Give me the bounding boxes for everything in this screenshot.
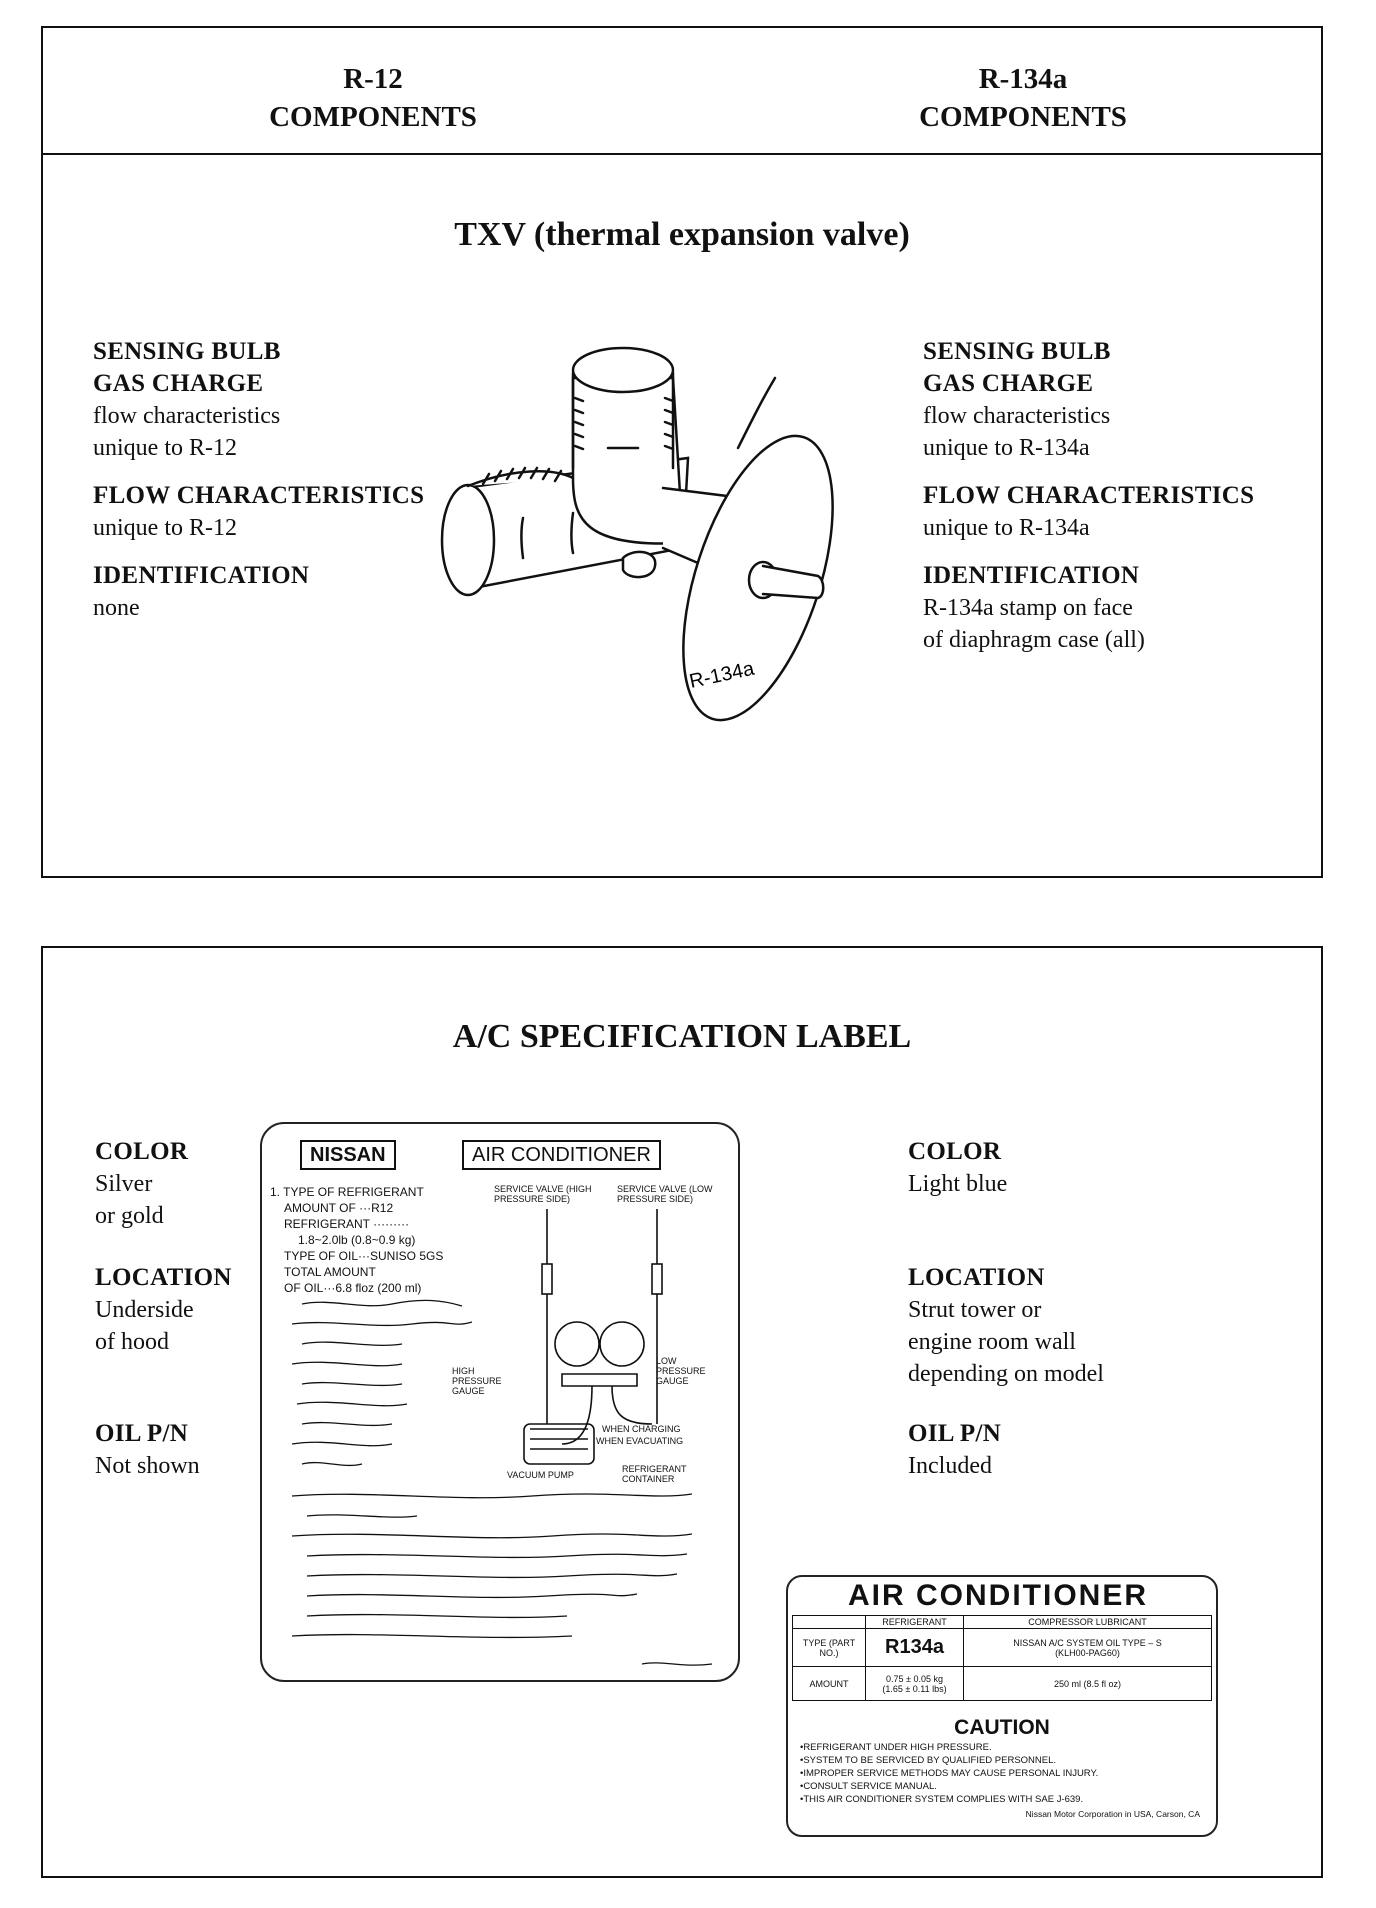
identification-text: of diaphragm case (all) — [923, 627, 1145, 653]
location-heading: LOCATION — [95, 1264, 232, 1291]
flow-heading: FLOW CHARACTERISTICS — [923, 482, 1255, 509]
slide-title: TXV (thermal expansion valve) — [454, 216, 910, 253]
color-text: or gold — [95, 1203, 164, 1229]
caution-line: •REFRIGERANT UNDER HIGH PRESSURE. — [800, 1742, 992, 1753]
slide-title: A/C SPECIFICATION LABEL — [452, 1018, 912, 1055]
caution-title: CAUTION — [954, 1716, 1050, 1739]
valve-stamp-text: R-134a — [687, 657, 757, 693]
sensing-text: unique to R-12 — [93, 435, 237, 461]
info-line: 1. TYPE OF REFRIGERANT — [270, 1185, 424, 1199]
caution-list — [800, 1741, 1098, 1806]
handwritten-notes — [292, 1300, 712, 1665]
oil-pn-text: Not shown — [95, 1453, 200, 1479]
charging-caption: WHEN CHARGING — [602, 1424, 681, 1434]
col-refrigerant: REFRIGERANT — [866, 1616, 964, 1629]
vacuum-pump-caption: VACUUM PUMP — [507, 1470, 574, 1480]
location-text: Underside — [95, 1297, 194, 1323]
sensing-text: flow characteristics — [93, 403, 281, 429]
location-text: of hood — [95, 1329, 169, 1355]
label-title: AIR CONDITIONER — [462, 1140, 661, 1170]
color-text: Silver — [95, 1171, 153, 1197]
sensing-heading: SENSING BULB — [93, 338, 281, 365]
r12-header-line2: COMPONENTS — [269, 101, 477, 133]
location-text: engine room wall — [908, 1329, 1076, 1355]
identification-text: R-134a stamp on face — [923, 595, 1133, 621]
info-line: OF OIL···6.8 floz (200 ml) — [284, 1281, 422, 1295]
sensing-text: unique to R-134a — [923, 435, 1090, 461]
evacuating-caption: WHEN EVACUATING — [596, 1436, 684, 1446]
color-heading: COLOR — [908, 1138, 1002, 1165]
r134a-spec-label — [786, 1575, 1218, 1837]
color-text: Light blue — [908, 1171, 1008, 1197]
gauge-manifold-diagram — [262, 1124, 738, 1680]
r12-spec-label — [260, 1122, 740, 1682]
high-gauge-caption: HIGH PRESSURE GAUGE — [452, 1366, 502, 1396]
info-line: TOTAL AMOUNT — [284, 1265, 376, 1279]
flow-text: unique to R-12 — [93, 515, 237, 541]
col-lubricant: COMPRESSOR LUBRICANT — [964, 1616, 1212, 1629]
flow-text: unique to R-134a — [923, 515, 1090, 541]
oil-amount: 250 ml (8.5 fl oz) — [964, 1667, 1212, 1701]
label-footer: Nissan Motor Corporation in USA, Carson, CA — [1025, 1809, 1200, 1819]
service-high-caption: SERVICE VALVE (HIGH PRESSURE SIDE) — [494, 1184, 592, 1204]
r12-header — [163, 60, 583, 136]
container-caption: REFRIGERANT CONTAINER — [622, 1464, 687, 1484]
info-line: REFRIGERANT ········· — [284, 1217, 410, 1231]
r134a-header-line1: R-134a — [978, 63, 1068, 95]
type-value: R134a — [866, 1629, 964, 1667]
r12-details — [93, 336, 424, 624]
flow-heading: FLOW CHARACTERISTICS — [93, 482, 425, 509]
caution-line: •THIS AIR CONDITIONER SYSTEM COMPLIES WITH SAE J-639. — [800, 1794, 1084, 1805]
sensing-text: flow characteristics — [923, 403, 1111, 429]
amount-value: 0.75 ± 0.05 kg — [886, 1673, 943, 1684]
txv-slide — [41, 26, 1323, 878]
row-type: TYPE (PART NO.) — [793, 1629, 866, 1667]
location-text: depending on model — [908, 1361, 1104, 1387]
identification-text: none — [93, 595, 140, 621]
caution-line: •SYSTEM TO BE SERVICED BY QUALIFIED PERSONNEL. — [800, 1755, 1057, 1766]
r134a-header-line2: COMPONENTS — [919, 101, 1127, 133]
sensing-heading: SENSING BULB — [923, 338, 1111, 365]
label-title: AIR CONDITIONER — [848, 1579, 1148, 1612]
r134a-label-details — [908, 1136, 1104, 1482]
info-line: TYPE OF OIL···SUNISO 5GS — [284, 1249, 444, 1263]
caution-line: •IMPROPER SERVICE METHODS MAY CAUSE PERSONAL INJURY. — [800, 1768, 1099, 1779]
location-heading: LOCATION — [908, 1264, 1045, 1291]
caution-line: •CONSULT SERVICE MANUAL. — [800, 1781, 937, 1792]
r134a-header — [813, 60, 1233, 136]
location-text: Strut tower or — [908, 1297, 1042, 1323]
info-line: AMOUNT OF ···R12 — [284, 1201, 394, 1215]
identification-heading: IDENTIFICATION — [93, 562, 310, 589]
identification-heading: IDENTIFICATION — [923, 562, 1140, 589]
gas-charge-heading: GAS CHARGE — [93, 370, 264, 397]
low-gauge-caption: LOW PRESSURE GAUGE — [656, 1356, 706, 1386]
color-heading: COLOR — [95, 1138, 189, 1165]
slide-header — [43, 28, 1321, 155]
oil-pn-heading: OIL P/N — [95, 1420, 189, 1447]
r12-label-details — [95, 1136, 232, 1482]
r134a-details — [923, 336, 1254, 656]
lubricant-part: (KLH00-PAG60) — [1055, 1647, 1120, 1658]
txv-valve-illustration — [423, 318, 943, 778]
gas-charge-heading: GAS CHARGE — [923, 370, 1094, 397]
row-amount: AMOUNT — [793, 1667, 866, 1701]
amount-value-lbs: (1.65 ± 0.11 lbs) — [882, 1683, 947, 1694]
lubricant-value: NISSAN A/C SYSTEM OIL TYPE – S — [1013, 1637, 1162, 1648]
refrigerant-table — [792, 1615, 1212, 1701]
oil-pn-heading: OIL P/N — [908, 1420, 1002, 1447]
oil-pn-text: Included — [908, 1453, 992, 1479]
nissan-brand: NISSAN — [300, 1140, 396, 1170]
service-low-caption: SERVICE VALVE (LOW PRESSURE SIDE) — [617, 1184, 713, 1204]
r12-header-line1: R-12 — [343, 63, 403, 95]
info-line: 1.8~2.0lb (0.8~0.9 kg) — [298, 1233, 416, 1247]
